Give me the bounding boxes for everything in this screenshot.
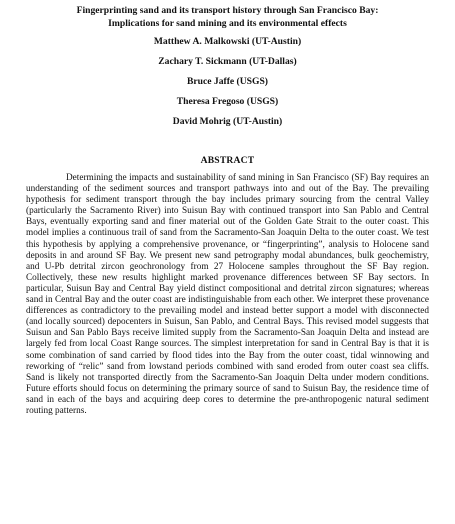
author-name: Theresa Fregoso (USGS) <box>176 96 279 107</box>
author-name: Matthew A. Malkowski (UT-Austin) <box>153 36 302 47</box>
author-name: Zachary T. Sickmann (UT-Dallas) <box>158 56 297 67</box>
author-list <box>26 35 429 128</box>
author-name: Bruce Jaffe (USGS) <box>187 76 268 87</box>
abstract-body: Determining the impacts and sustainability of sand mining in San Francisco (SF) Bay requires an understanding of the sediment sources and transport pathways into and out of the Bay. The prevailing hypothesis for sediment transport through the bay includes primary sourcing from the central Valley (particularly the Sacramento River) into Suisun Bay with continued transport into San Pablo and Central Bays, eventually exporting sand and finer material out of the Golden Gate Strait to the outer coast. This model implies a continuous trail of sand from the Sacramento-San Joaquin Delta to the outer coast. We test this hypothesis by applying a comprehensive provenance, or “fingerprinting”, analysis to Holocene sand deposits in and around SF Bay. We present new sand petrography modal abundances, bulk geochemistry, and U-Pb detrital zircon geochronology from 27 Holocene samples throughout the SF Bay region. Collectively, these new results highlight marked provenance differences between SF Bay sectors. In particular, Suisun Bay and Central Bay yield distinct compositional and detrital zircon signatures; whereas sand in Central Bay and the outer coast are indistinguishable from each other. We interpret these provenance differences as contradictory to the prevailing model and instead better support a model with disconnected (and locally sourced) depocenters in Suisun, San Pablo, and Central Bays. This revised model suggests that Suisun and San Pablo Bays receive limited supply from the Sacramento-San Joaquin Delta and instead are largely fed from local Coast Range sources. The simplest interpretation for sand in Central Bay is that it is some combination of sand carried by flood tides into the Bay from the outer coast, tidal winnowing and reworking of “relic” sand from lowstand periods combined with sand eroded from outer coast sea cliffs. Sand is likely not transported directly from the Sacramento-San Joaquin Delta under modern conditions. Future efforts should focus on determining the primary source of sand to Suisun Bay, the residence time of sand in each of the bays and acquiring deep cores to determine the pre-anthropogenic natural sediment routing patterns. <box>26 173 429 416</box>
author-name: David Mohrig (UT-Austin) <box>172 116 283 127</box>
paper-title-line-2: Implications for sand mining and its environmental effects <box>108 18 347 29</box>
abstract-heading: ABSTRACT <box>200 155 255 166</box>
paper-title-line-1: Fingerprinting sand and its transport history through San Francisco Bay: <box>76 5 379 16</box>
